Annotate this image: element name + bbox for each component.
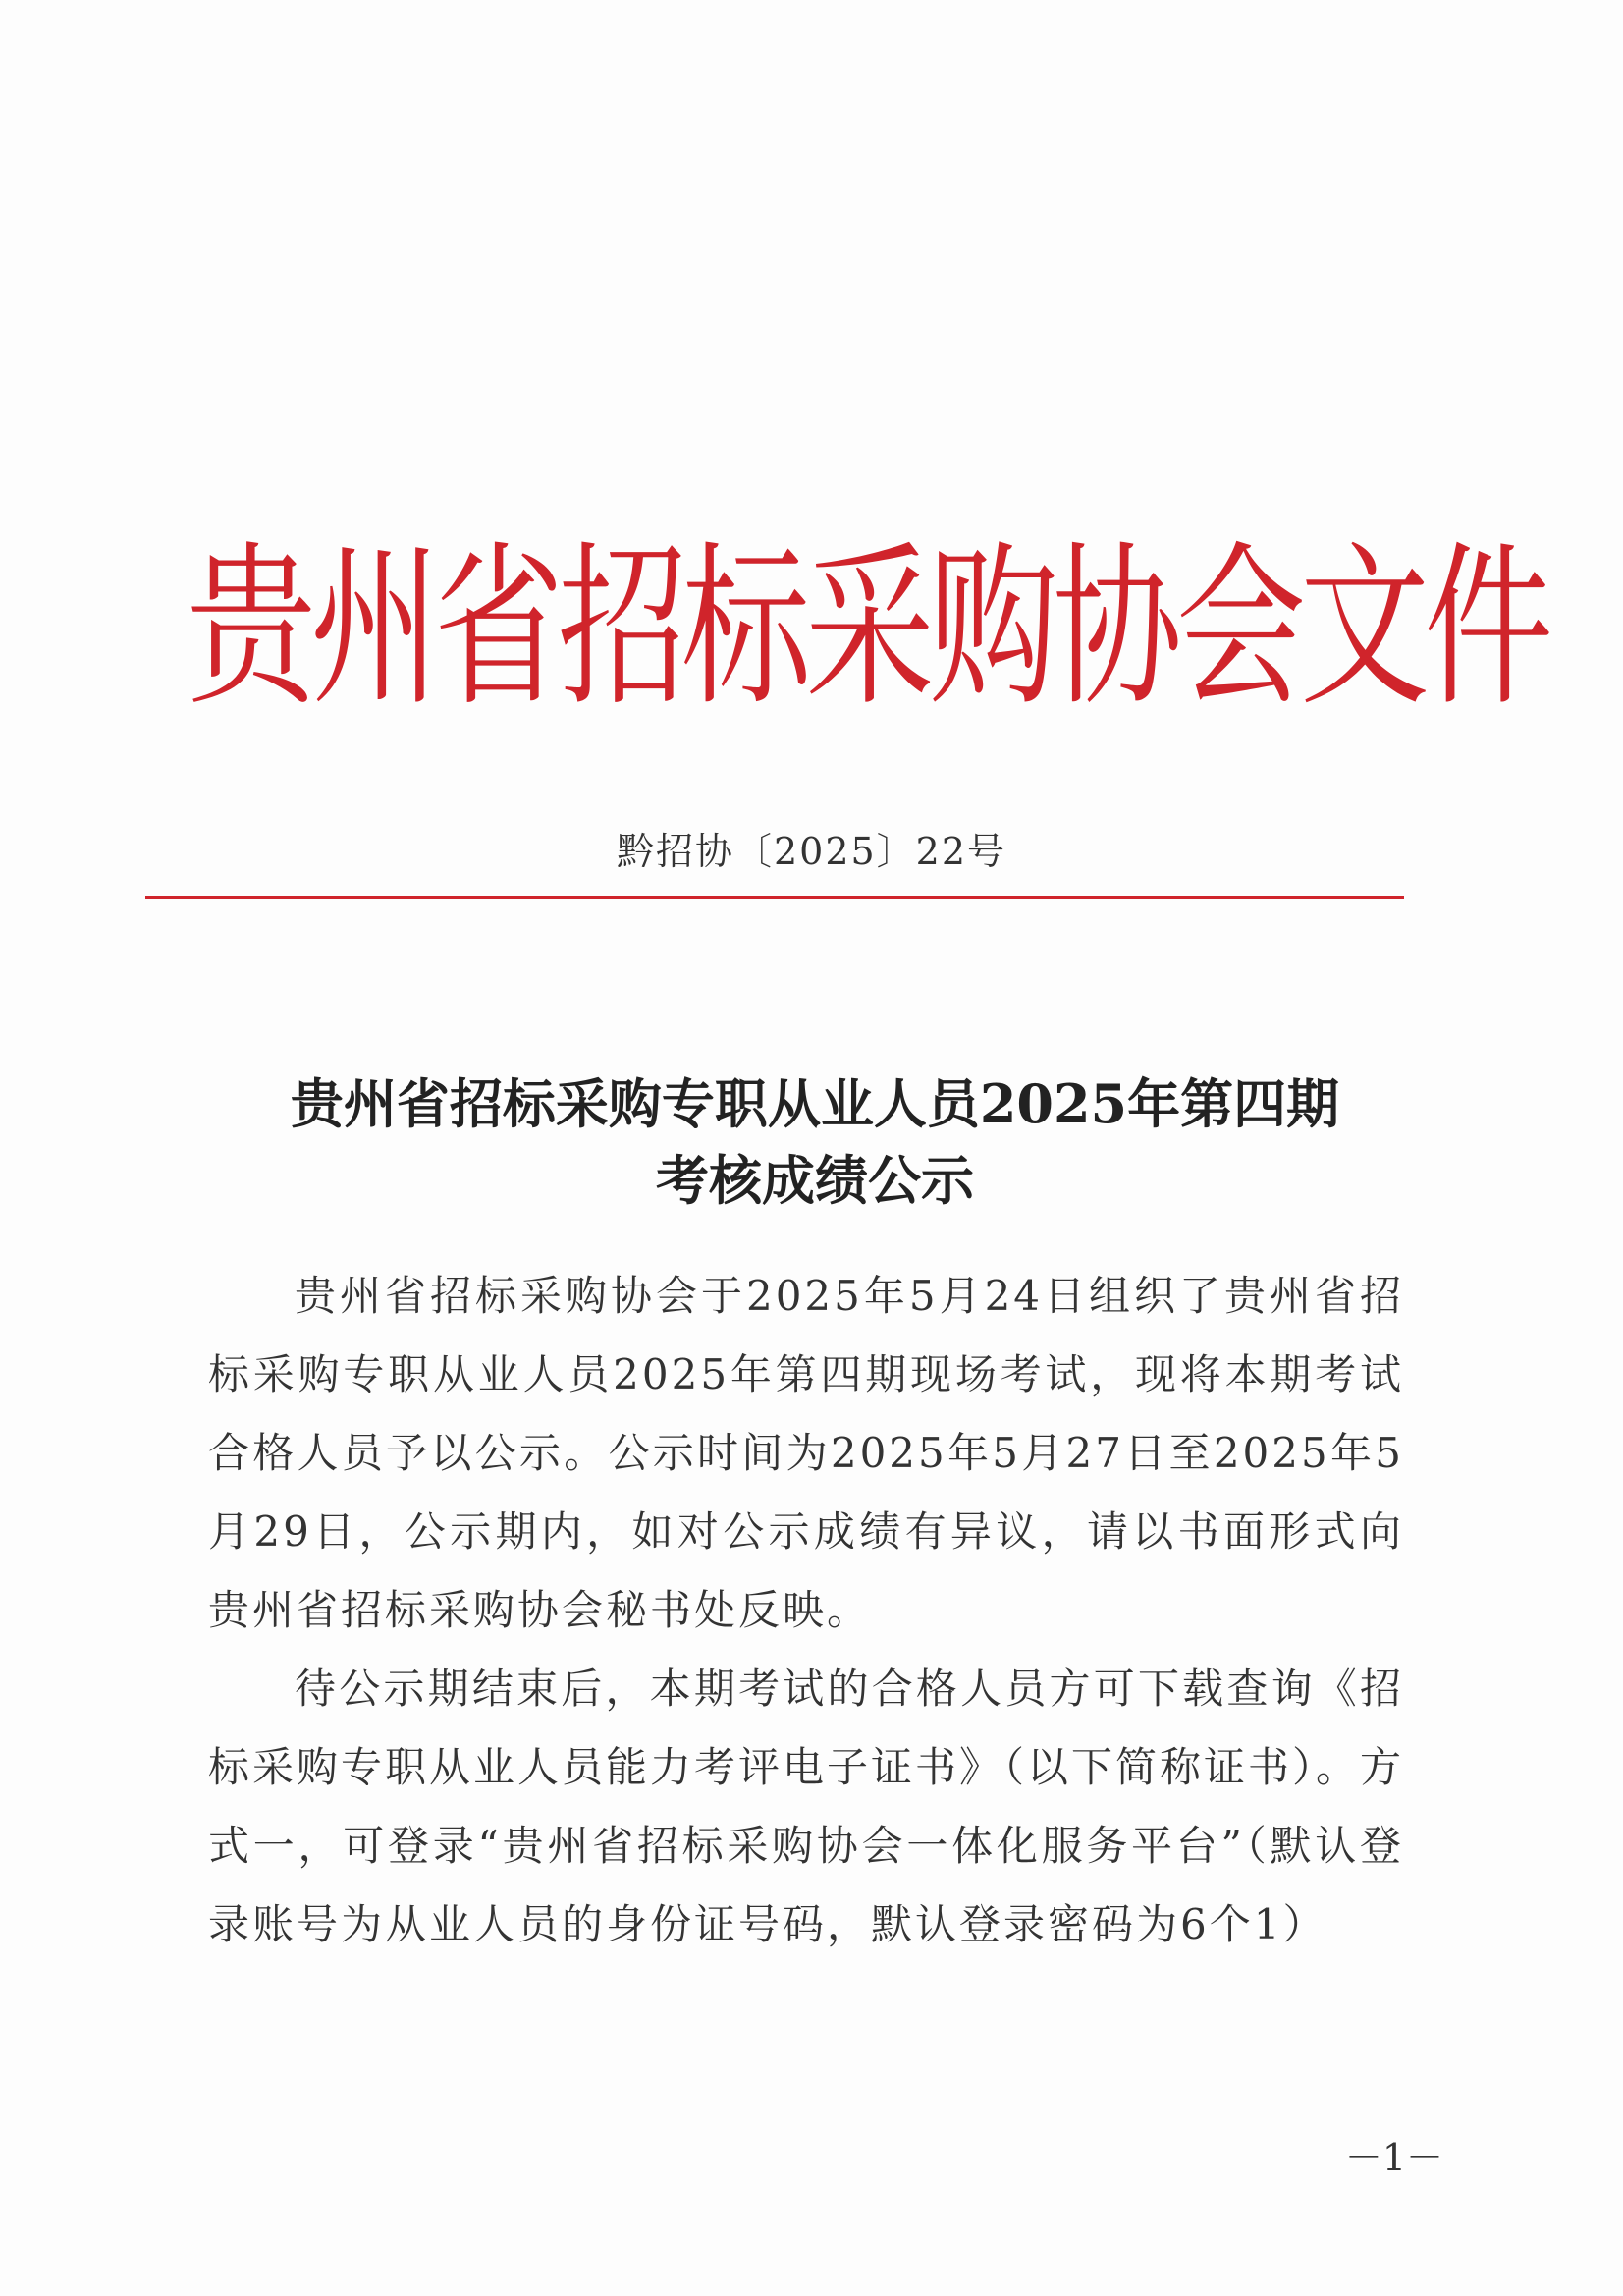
title-line-1: 贵州省招标采购专职从业人员2025年第四期 [290,1071,1340,1135]
red-divider-line [145,896,1404,899]
body-paragraph-2: 待公示期结束后，本期考试的合格人员方可下载查询《招标采购专职从业人员能力考评电子证书》（以下简称证书）。方式一，可登录“贵州省招标采购协会一体化服务平台”（默认登录账号为从业人员的身份证号码，默认登录密码为6个1） [208,1665,1405,1948]
document-number: 黔招协〔2025〕22号 [616,830,1007,873]
body-paragraph-1: 贵州省招标采购协会于2025年5月24日组织了贵州省招标采购专职从业人员2025年第四期现场考试，现将本期考试合格人员予以公示。公示时间为2025年5月27日至2025年5月29日，公示期内，如对公示成绩有异议，请以书面形式向贵州省招标采购协会秘书处反映。 [208,1272,1404,1634]
page-number: －1－ [1344,2136,1443,2179]
title-line-2: 考核成绩公示 [656,1148,974,1212]
document-body [208,1257,1404,1964]
document-masthead: 贵州省招标采购协会文件 [187,526,1547,731]
document-title [177,1066,1453,1219]
